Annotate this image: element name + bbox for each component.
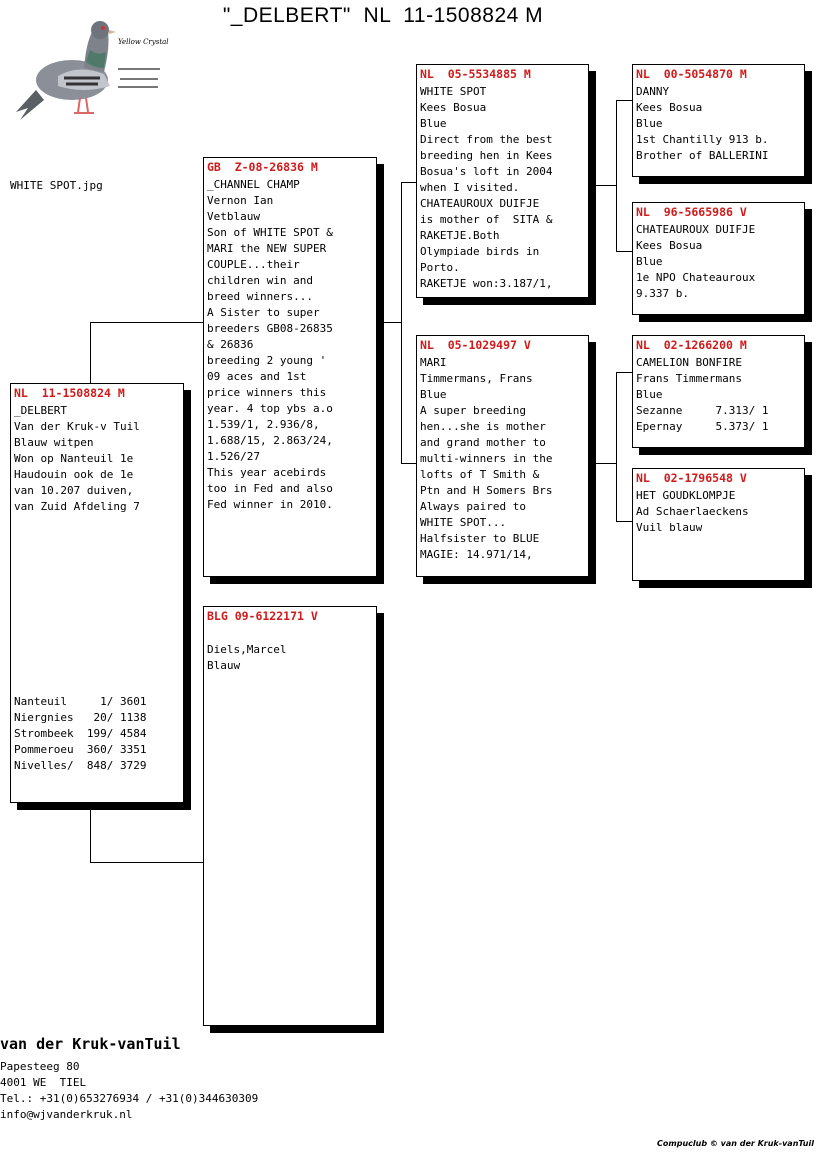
card-line: Epernay 5.373/ 1	[636, 420, 769, 433]
ring-number: NL 02-1266200 M	[636, 338, 747, 352]
subject-card	[10, 383, 184, 803]
card-line: Blue	[636, 388, 663, 401]
card-line: Blue	[636, 117, 663, 130]
connector	[90, 322, 204, 323]
connector	[401, 182, 402, 464]
card-line: Haudouin ook de 1e	[14, 468, 134, 481]
card-line: MARI	[420, 356, 447, 369]
card-lines	[636, 222, 801, 302]
card-line: price winners this	[207, 386, 327, 399]
card-line: RAKETJE.Both	[420, 229, 500, 242]
card-lines	[420, 84, 585, 292]
race-result: Nivelles/ 848/ 3729	[14, 759, 147, 772]
card-line: 1.688/15, 2.863/24,	[207, 434, 333, 447]
card-line: & 26836	[207, 338, 254, 351]
card-lines	[207, 177, 373, 513]
card-lines	[420, 355, 585, 563]
connector	[589, 185, 616, 186]
card-line: breed winners...	[207, 290, 313, 303]
card-line: Fed winner in 2010.	[207, 498, 333, 511]
sire-card	[203, 157, 377, 577]
ring-number: NL 00-5054870 M	[636, 67, 747, 81]
ring-number: NL 02-1796548 V	[636, 471, 747, 485]
card-line: Van der Kruk-v Tuil	[14, 420, 140, 433]
card-line: COUPLE...their	[207, 258, 300, 271]
card-line: multi-winners in the	[420, 452, 553, 465]
card-line: Blauw	[207, 659, 241, 672]
logo-text: Yellow Crystal	[118, 38, 169, 46]
card-line: is mother of SITA &	[420, 213, 553, 226]
card-line: Bosua's loft in 2004	[420, 165, 553, 178]
breeder-city: 4001 WE TIEL	[0, 1076, 87, 1089]
card-line: WHITE SPOT...	[420, 516, 507, 529]
card-line: and grand mother to	[420, 436, 546, 449]
card-line: Blue	[420, 388, 447, 401]
breeder-email[interactable]: info@wjvanderkruk.nl	[0, 1108, 133, 1121]
connector	[401, 463, 417, 464]
ring-number: GB Z-08-26836 M	[207, 160, 318, 174]
ss-sire-card	[632, 64, 805, 177]
card-line: CHATEAUROUX DUIFJE	[420, 197, 540, 210]
connector	[376, 322, 401, 323]
card-line: year. 4 top ybs a.o	[207, 402, 333, 415]
card-line: MARI the NEW SUPER	[207, 242, 327, 255]
sire-sire-card	[416, 64, 589, 298]
card-line: Vuil blauw	[636, 521, 703, 534]
ss-dam-card	[632, 202, 805, 315]
sd-dam-card	[632, 468, 805, 581]
pedigree-title: "_DELBERT" NL 11-1508824 M	[222, 4, 544, 27]
card-lines	[636, 355, 801, 435]
ring-number: NL 05-5534885 M	[420, 67, 531, 81]
dam-card	[203, 606, 377, 1026]
card-lines	[14, 403, 180, 515]
card-line: breeders GB08-26835	[207, 322, 333, 335]
card-line: Kees Bosua	[636, 101, 703, 114]
card-line: Frans Timmermans	[636, 372, 742, 385]
card-line: Vetblauw	[207, 210, 260, 223]
card-line: Always paired to	[420, 500, 526, 513]
ring-number: BLG 09-6122171 V	[207, 609, 318, 623]
card-line: Brother of BALLERINI	[636, 149, 769, 162]
card-line: RAKETJE won:3.187/1,	[420, 277, 553, 290]
ring-number: NL 11-1508824 M	[14, 386, 125, 400]
card-line: CHATEAUROUX DUIFJE	[636, 223, 756, 236]
card-lines	[636, 488, 801, 536]
card-line: Blue	[420, 117, 447, 130]
connector	[401, 182, 417, 183]
card-line: _DELBERT	[14, 404, 67, 417]
card-line	[207, 626, 373, 642]
pigeon-logo	[14, 16, 174, 124]
connector	[616, 251, 632, 252]
card-line: Sezanne 7.313/ 1	[636, 404, 769, 417]
card-line: lofts of T Smith &	[420, 468, 540, 481]
card-line: Direct from the best	[420, 133, 553, 146]
sire-dam-card	[416, 335, 589, 577]
card-line: when I visited.	[420, 181, 520, 194]
card-line: Olympiade birds in	[420, 245, 540, 258]
card-line: 1st Chantilly 913 b.	[636, 133, 769, 146]
card-line: This year acebirds	[207, 466, 327, 479]
card-line: DANNY	[636, 85, 670, 98]
card-line: Won op Nanteuil 1e	[14, 452, 134, 465]
card-line: van Zuid Afdeling 7	[14, 500, 140, 513]
card-line: van 10.207 duiven,	[14, 484, 134, 497]
card-line: A super breeding	[420, 404, 526, 417]
ring-number: NL 05-1029497 V	[420, 338, 531, 352]
race-result: Nanteuil 1/ 3601	[14, 695, 147, 708]
card-line: breeding hen in Kees	[420, 149, 553, 162]
card-line: HET GOUDKLOMPJE	[636, 489, 736, 502]
connector	[616, 100, 617, 252]
card-line: A Sister to super	[207, 306, 320, 319]
connector	[589, 463, 616, 464]
card-line: 09 aces and 1st	[207, 370, 307, 383]
card-line: Kees Bosua	[636, 239, 703, 252]
race-result: Pommeroeu 360/ 3351	[14, 743, 147, 756]
card-line: WHITE SPOT	[420, 85, 487, 98]
pigeon-icon	[16, 21, 116, 120]
connector	[90, 802, 91, 862]
connector	[90, 322, 91, 384]
sd-sire-card	[632, 335, 805, 448]
card-line: Ptn and H Somers Brs	[420, 484, 553, 497]
ring-number: NL 96-5665986 V	[636, 205, 747, 219]
card-line: Diels,Marcel	[207, 643, 287, 656]
card-line: Ad Schaerlaeckens	[636, 505, 749, 518]
card-line: too in Fed and also	[207, 482, 333, 495]
connector	[616, 521, 632, 522]
connector	[90, 862, 204, 863]
card-line: Halfsister to BLUE	[420, 532, 540, 545]
breeder-phone: Tel.: +31(0)653276934 / +31(0)344630309	[0, 1092, 259, 1105]
card-line: 1.539/1, 2.936/8,	[207, 418, 320, 431]
card-line: 1e NPO Chateauroux	[636, 271, 756, 284]
card-line: Porto.	[420, 261, 460, 274]
race-result: Strombeek 199/ 4584	[14, 727, 147, 740]
card-lines	[636, 84, 801, 164]
race-results	[14, 694, 146, 774]
card-line: Vernon Ian	[207, 194, 274, 207]
photo-caption: WHITE SPOT.jpg	[10, 179, 103, 192]
breeder-name: van der Kruk-vanTuil	[0, 1035, 181, 1053]
card-line: Kees Bosua	[420, 101, 487, 114]
card-lines	[207, 626, 373, 674]
card-line: MAGIE: 14.971/14,	[420, 548, 533, 561]
card-line: children win and	[207, 274, 313, 287]
card-line: 1.526/27	[207, 450, 260, 463]
breeder-street: Papesteeg 80	[0, 1060, 80, 1073]
card-line: breeding 2 young '	[207, 354, 327, 367]
card-line: Timmermans, Frans	[420, 372, 533, 385]
connector	[616, 372, 617, 522]
connector	[616, 100, 632, 101]
card-line: 9.337 b.	[636, 287, 689, 300]
footer-credit: Compuclub © van der Kruk-vanTuil	[657, 1139, 814, 1148]
card-line: _CHANNEL CHAMP	[207, 178, 300, 191]
card-line: Blue	[636, 255, 663, 268]
card-line: Blauw witpen	[14, 436, 94, 449]
connector	[616, 372, 632, 373]
card-line: hen...she is mother	[420, 420, 546, 433]
race-result: Niergnies 20/ 1138	[14, 711, 147, 724]
card-line: CAMELION BONFIRE	[636, 356, 742, 369]
card-line: Son of WHITE SPOT &	[207, 226, 333, 239]
